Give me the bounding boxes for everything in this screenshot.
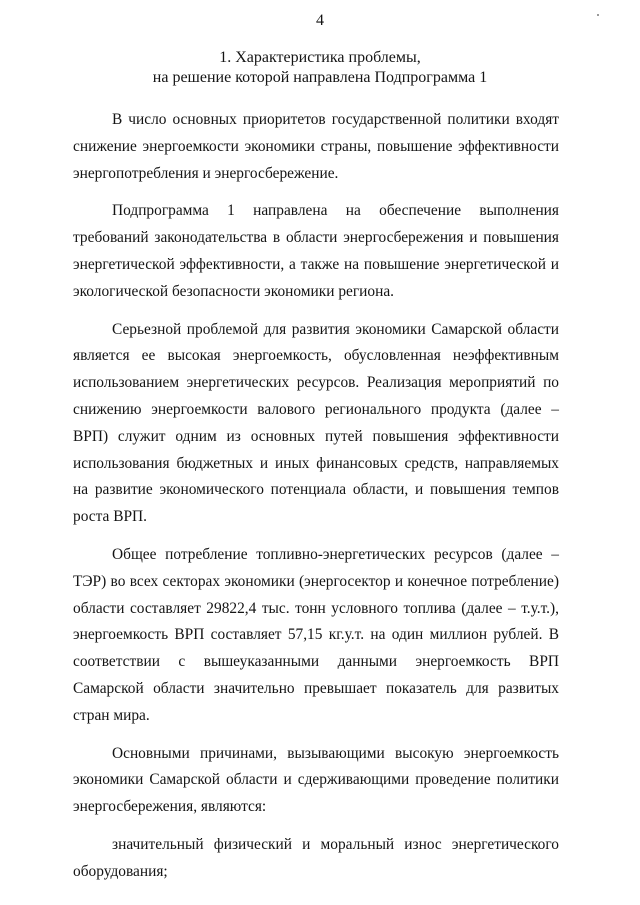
page-number: 4 [316, 12, 324, 29]
section-heading [0, 48, 640, 88]
paragraph-fuel-consumption: Общее потребление топливно-энергетических ресурсов (далее – ТЭР) во всех секторах экономики (энергосектор и конечное потребление) области составляет 29822,4 тыс. тонн условного топлива (далее – т.у.т.), энергоемкость ВРП составляет 57,15 кг.у.т. на один миллион рублей. В соответствии с вышеуказанными данными энергоемкость ВРП Самарской области значительно превышает показатель для развитых стран мира. [73, 545, 559, 724]
paragraph-subprogram-goal: Подпрограмма 1 направлена на обеспечение выполнения требований законодательства в области энергосбережения и повышения энергетической эффективности, а также на повышение энергетической и экологической безопасности экономики региона. [73, 202, 559, 300]
paragraph-equipment-wear: значительный физический и моральный износ энергетического оборудования; [73, 835, 559, 880]
paragraph-main-reasons: Основными причинами, вызывающими высокую энергоемкость экономики Самарской области и сдерживающими проведение политики энергосбережения, являются: [73, 744, 559, 816]
paragraph-energy-intensity-problem: Серьезной проблемой для развития экономики Самарской области является ее высокая энергоемкость, обусловленная неэффективным использованием энергетических ресурсов. Реализация мероприятий по снижению энергоемкости валового регионального продукта (далее – ВРП) служит одним из основных путей повышения эффективности использования бюджетных и иных финансовых средств, направляемых на развитие экономического потенциала области, и повышения темпов роста ВРП. [73, 320, 559, 526]
section-heading-line-1: 1. Характеристика проблемы, [219, 49, 421, 66]
paragraph-priorities: В число основных приоритетов государственной политики входят снижение энергоемкости экономики страны, повышение эффективности энергопотребления и энергосбережение. [73, 111, 559, 182]
section-heading-line-2: на решение которой направлена Подпрограмма 1 [152, 69, 488, 86]
document-body [73, 107, 559, 886]
